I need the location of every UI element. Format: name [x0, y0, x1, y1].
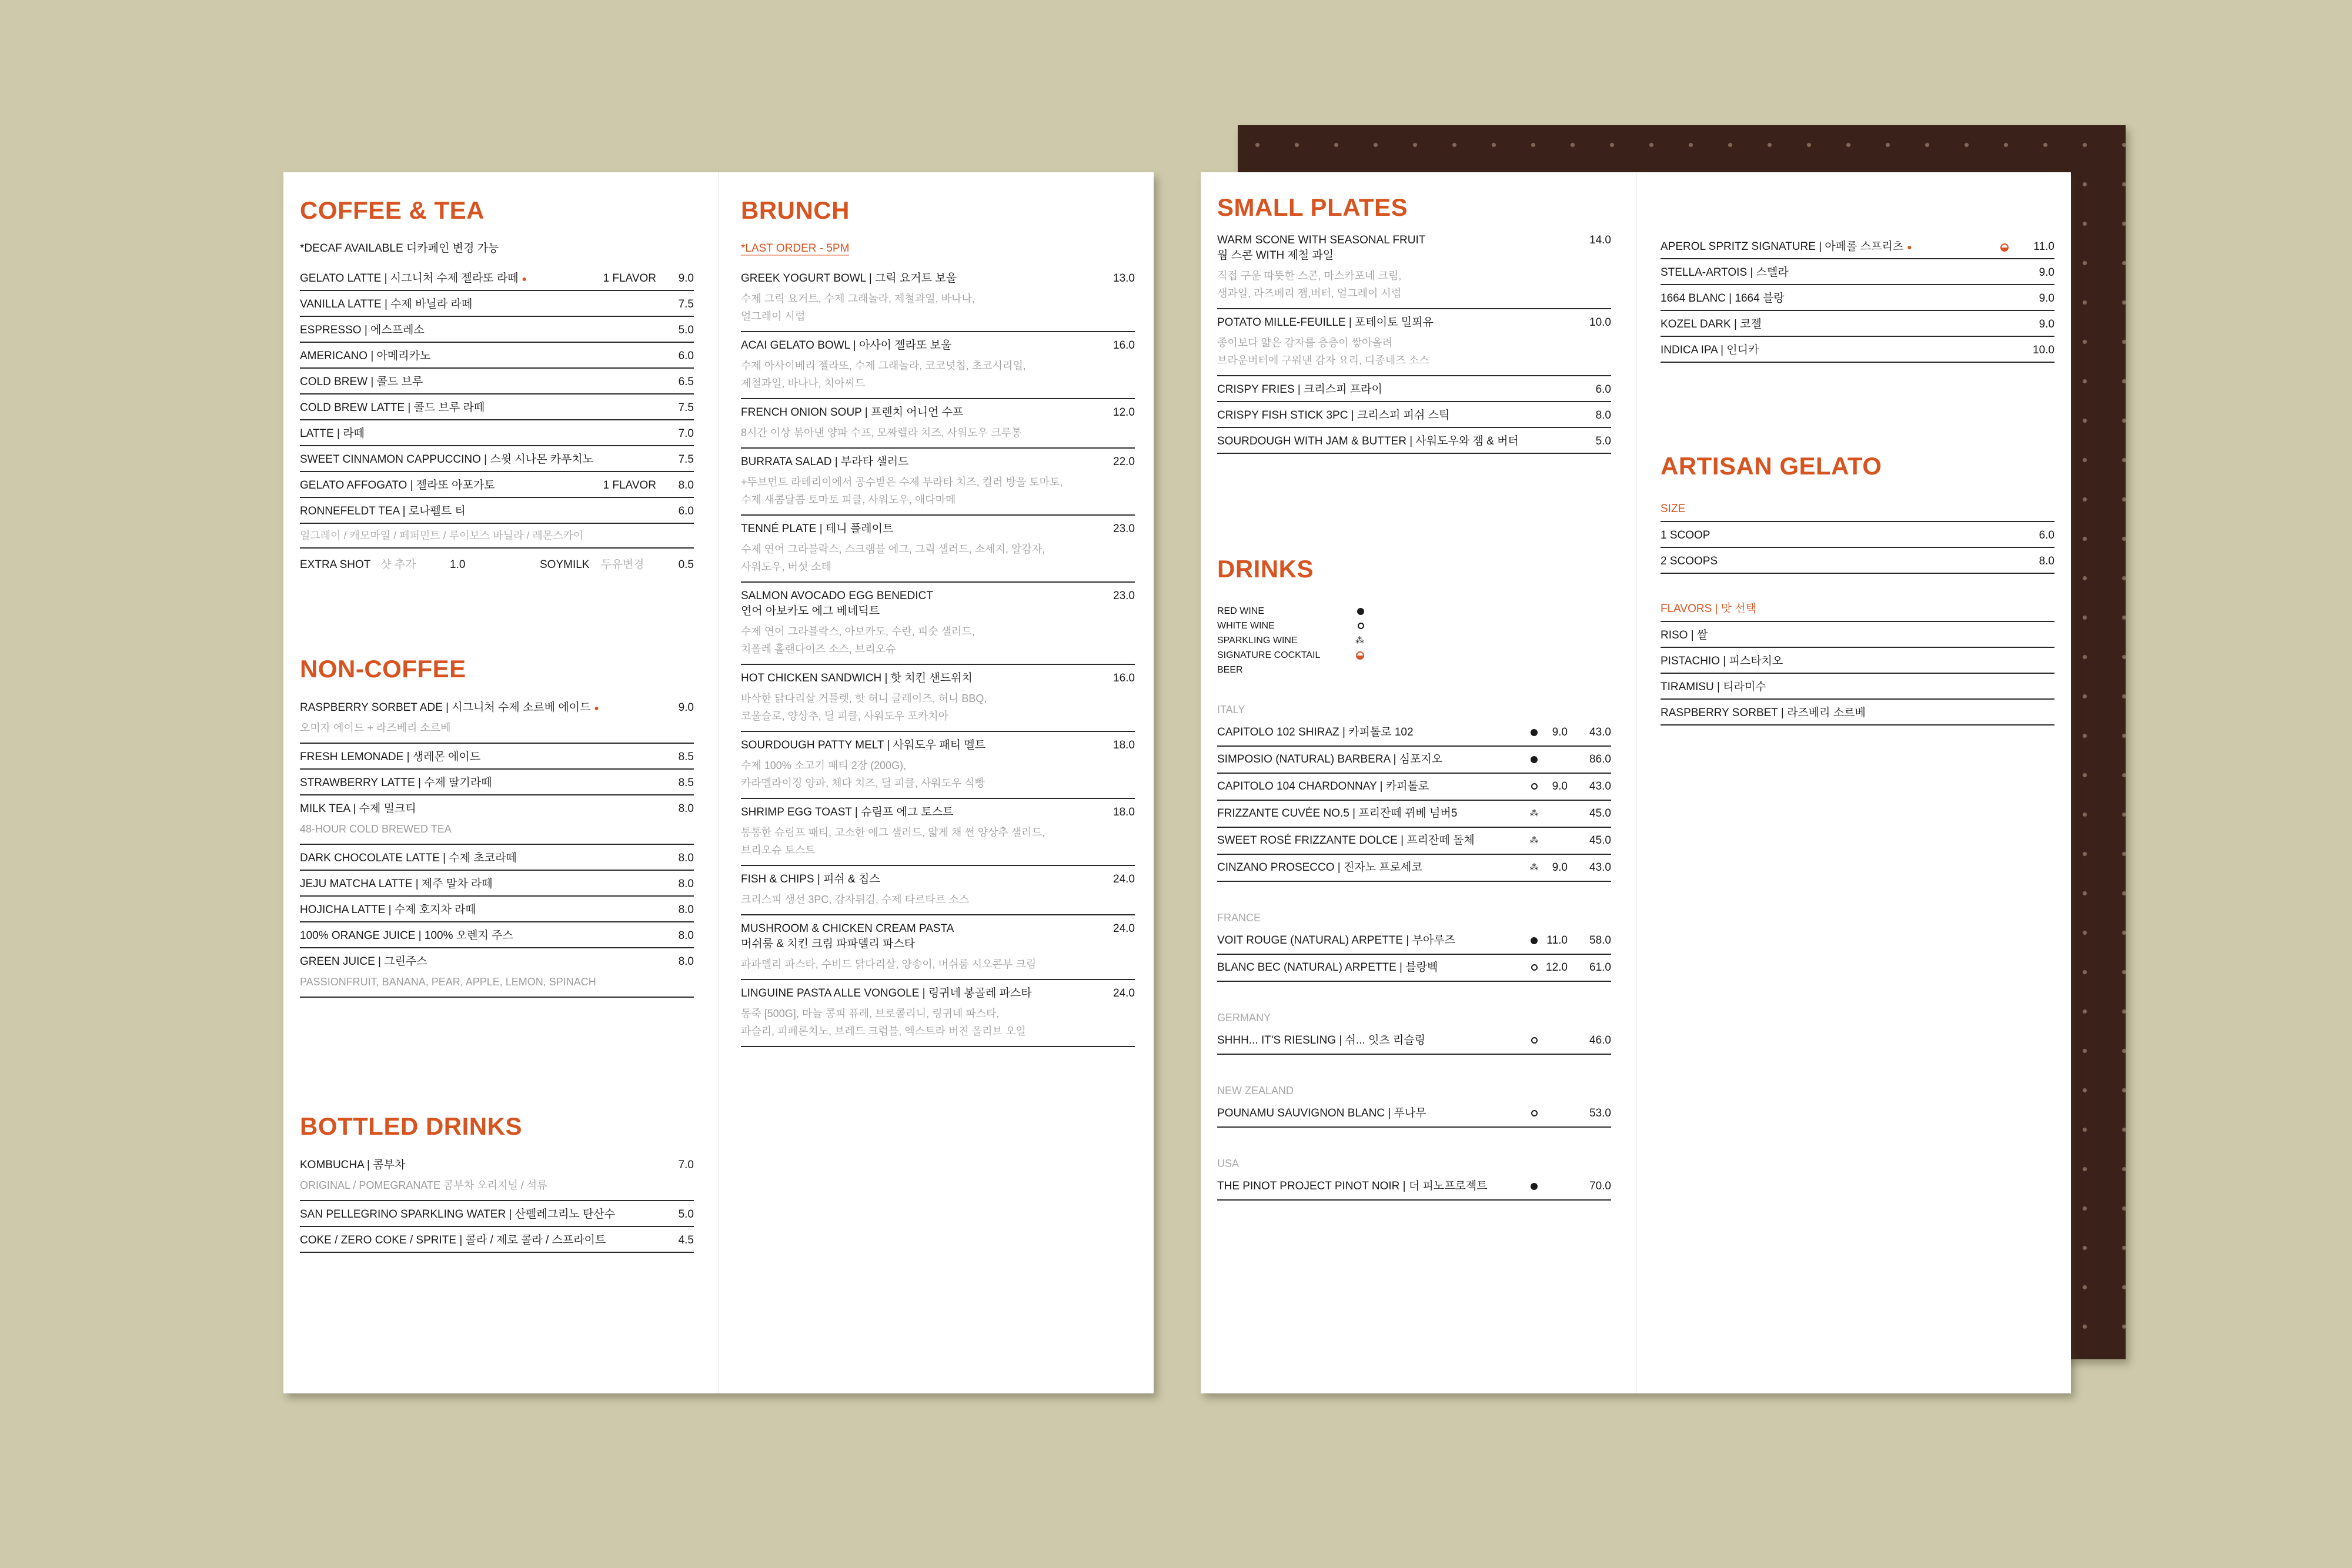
menu-item-description: 8시간 이상 볶아낸 양파 수프, 모짜렐라 치즈, 사워도우 크루통	[741, 427, 1022, 439]
menu-item-row	[300, 446, 694, 472]
menu-item-row	[1217, 402, 1611, 428]
menu-item-row	[741, 799, 1135, 866]
menu-item-row	[741, 583, 1135, 665]
menu-item-row	[300, 472, 694, 498]
menu-item-row	[741, 732, 1135, 799]
wine-country-label: FRANCE	[1217, 912, 1261, 924]
section-title: NON-COFFEE	[300, 655, 466, 683]
menu-item-name: TENNÉ PLATE | 테니 플레이트	[741, 523, 894, 535]
section-title: COFFEE & TEA	[300, 196, 485, 224]
menu-item-row	[1661, 337, 2054, 363]
glass-price: 9.0	[1552, 726, 1568, 738]
menu-item-price: 9.0	[678, 272, 694, 285]
menu-item-description: 수제 아사이베리 젤라또, 수제 그래놀라, 코코넛칩, 초코시리얼, 제철과일, 바나나, 치아씨드	[741, 360, 1026, 389]
menu-item-description: 통통한 슈림프 패티, 고소한 에그 샐러드, 얇게 채 썬 양상추 샐러드, 브리오슈 토스트	[741, 827, 1045, 856]
bottled-drinks-section	[300, 1112, 694, 1253]
legend-label: WHITE WINE	[1217, 621, 1275, 631]
extras-row	[300, 549, 694, 584]
wine-type-symbol	[1526, 1101, 1542, 1126]
menu-item-price: 5.0	[678, 1208, 694, 1221]
menu-item-price: 8.0	[678, 852, 694, 864]
extra-shot-label: EXTRA SHOT	[300, 559, 371, 571]
menu-item-price: 7.0	[678, 1159, 694, 1171]
menu-item-name: 100% ORANGE JUICE | 100% 오렌지 주스	[300, 930, 513, 942]
wine-name: CAPITOLO 102 SHIRAZ | 카피톨로 102	[1217, 726, 1414, 738]
menu-item-description: 수제 그릭 요거트, 수제 그래놀라, 제철과일, 바나나, 얼그레이 시럽	[741, 293, 975, 322]
menu-item-price: 5.0	[678, 324, 694, 336]
legend-symbol	[1357, 604, 1364, 618]
legend-symbol	[1355, 633, 1364, 648]
menu-item-description: 직접 구운 따뜻한 스콘, 마스카포네 크림, 생과일, 라즈베리 잼,버터, 얼그레이 시럽	[1217, 270, 1402, 299]
menu-page-left	[283, 172, 1154, 1393]
menu-item-price: 10.0	[2033, 344, 2054, 356]
non-coffee-section	[300, 654, 694, 998]
menu-item-name: VANILLA LATTE | 수제 바닐라 라떼	[300, 298, 473, 310]
menu-item-price: 8.0	[678, 930, 694, 942]
menu-item-description: 오미자 에이드 + 라즈베리 소르베	[300, 722, 451, 734]
menu-item-name: KOMBUCHA | 콤부차	[300, 1159, 406, 1171]
menu-item-name: FRESH LEMONADE | 생레몬 에이드	[300, 751, 481, 763]
menu-item-row	[1661, 622, 2054, 648]
menu-item-name: LATTE | 라떼	[300, 427, 365, 440]
menu-item-price: 23.0	[1113, 523, 1135, 535]
legend-symbol	[1358, 618, 1364, 633]
menu-item-name: COLD BREW | 콜드 브루	[300, 376, 423, 388]
menu-item-row	[300, 317, 694, 343]
menu-item-price: 5.0	[1595, 435, 1611, 447]
menu-item-row	[300, 1227, 694, 1253]
flavor-note: 1 FLAVOR	[603, 479, 656, 492]
legend-label: RED WINE	[1217, 606, 1264, 616]
menu-item-description: PASSIONFRUIT, BANANA, PEAR, APPLE, LEMON, SPINACH	[300, 976, 596, 988]
legend-label: BEER	[1217, 665, 1243, 675]
menu-item-description: ORIGINAL / POMEGRANATE 콤부차 오리지널 / 석류	[300, 1179, 547, 1191]
menu-item-description: 수제 100% 소고기 패티 2장 (200G), 카라멜라이징 양파, 체다 치즈, 딜 피클, 사워도우 식빵	[741, 760, 985, 789]
menu-item-name: CRISPY FRIES | 크리스피 프라이	[1217, 383, 1382, 396]
menu-item-row	[1661, 285, 2054, 311]
menu-item-name: JEJU MATCHA LATTE | 제주 말차 라떼	[300, 878, 493, 890]
cocktails-beer-section	[1661, 233, 2054, 363]
menu-item-row	[1217, 428, 1611, 454]
menu-item-name: ESPRESSO | 에스프레소	[300, 324, 425, 336]
menu-item-name: GREEN JUICE | 그린주스	[300, 955, 427, 968]
menu-item-row	[1661, 674, 2054, 700]
wine-country-label: USA	[1217, 1158, 1240, 1169]
menu-item-name: GREEK YOGURT BOWL | 그릭 요거트 보울	[741, 272, 957, 285]
signature-dot-icon: ●	[522, 274, 527, 283]
menu-item-price: 8.0	[678, 904, 694, 916]
bottle-price: 43.0	[1589, 780, 1611, 793]
menu-item-row	[1661, 233, 2054, 259]
menu-item-price: 7.5	[678, 298, 694, 310]
menu-item-row	[300, 845, 694, 871]
menu-item-name: LINGUINE PASTA ALLE VONGOLE | 링귀네 봉골레 파스타	[741, 987, 1032, 999]
menu-item-price: 4.5	[678, 1234, 694, 1246]
white-wine-icon	[1531, 1110, 1538, 1116]
wine-row	[1217, 1028, 1611, 1055]
wine-type-symbol	[1526, 828, 1542, 854]
wine-name: SWEET ROSÉ FRIZZANTE DOLCE | 프리잔떼 돌체	[1217, 834, 1475, 847]
menu-item-price: 6.0	[2039, 529, 2054, 541]
menu-item-price: 8.0	[2039, 555, 2054, 567]
wine-type-symbol	[1526, 1028, 1542, 1054]
signature-dot-icon: ●	[1907, 242, 1912, 252]
menu-item-row	[300, 369, 694, 394]
menu-item-name: WARM SCONE WITH SEASONAL FRUIT 웜 스콘 WITH 제철 과일	[1217, 234, 1426, 262]
menu-item-name: RISO | 쌀	[1661, 629, 1708, 641]
wine-row	[1217, 955, 1611, 982]
red-wine-icon	[1531, 937, 1538, 944]
menu-item-row	[300, 498, 694, 524]
menu-item-row	[741, 665, 1135, 732]
menu-item-description: 바삭한 닭다리살 커틀렛, 핫 허니 글레이즈, 허니 BBQ, 코울슬로, 양상추, 딜 피클, 사워도우 포카치아	[741, 693, 987, 722]
extra-shot-price: 1.0	[450, 559, 466, 571]
menu-item-name: INDICA IPA | 인디카	[1661, 344, 1759, 356]
menu-item-row	[300, 1201, 694, 1227]
menu-item-price: 8.0	[678, 878, 694, 890]
menu-item-price: 8.5	[678, 751, 694, 763]
menu-item-price: 12.0	[1113, 406, 1135, 419]
wine-country-label: ITALY	[1217, 704, 1245, 716]
section-title: BOTTLED DRINKS	[300, 1112, 522, 1140]
menu-item-price: 13.0	[1113, 272, 1135, 285]
menu-item-description: 종이보다 얇은 감자를 층층이 쌓아올려 브라운버터에 구워낸 감자 요리, 디종네즈 소스	[1217, 337, 1429, 366]
menu-item-name: RONNEFELDT TEA | 로나펠트 티	[300, 505, 466, 517]
wine-name: BLANC BEC (NATURAL) ARPETTE | 블랑벡	[1217, 961, 1438, 974]
wine-type-symbol	[1526, 720, 1542, 745]
sparkling-wine-icon: ⁂	[1529, 862, 1539, 873]
menu-item-row	[741, 265, 1135, 332]
menu-item-name: PISTACHIO | 피스타치오	[1661, 655, 1783, 667]
menu-item-price: 6.0	[1595, 383, 1611, 396]
menu-item-price: 8.0	[678, 803, 694, 815]
wine-row	[1217, 801, 1611, 828]
legend-item	[1217, 648, 1364, 663]
red-wine-icon	[1531, 729, 1538, 736]
wine-name: SHHH... IT'S RIESLING | 쉬... 잇츠 리슬링	[1217, 1034, 1426, 1047]
legend-symbol	[1356, 648, 1364, 663]
menu-item-row	[741, 399, 1135, 449]
glass-price: 9.0	[1552, 780, 1568, 793]
menu-item-name: RASPBERRY SORBET ADE | 시그니처 수제 소르베 에이드 ●	[300, 701, 599, 714]
menu-item-price: 23.0	[1113, 590, 1135, 602]
bottle-price: 45.0	[1589, 807, 1611, 820]
menu-item-name: HOT CHICKEN SANDWICH | 핫 치킨 샌드위치	[741, 672, 973, 684]
menu-item-row	[741, 915, 1135, 980]
extra-shot-kr: 샷 추가	[380, 559, 416, 571]
menu-item-name: DARK CHOCOLATE LATTE | 수제 초코라떼	[300, 852, 517, 864]
wine-legend	[1217, 604, 1611, 677]
wine-type-symbol	[1526, 955, 1542, 981]
menu-item-row	[300, 291, 694, 317]
wine-row	[1217, 720, 1611, 747]
menu-item-price: 14.0	[1589, 234, 1611, 246]
legend-label: SPARKLING WINE	[1217, 636, 1298, 646]
wine-row	[1217, 928, 1611, 955]
wine-type-symbol	[1526, 928, 1542, 954]
decaf-note: *DECAF AVAILABLE 디카페인 변경 가능	[300, 242, 499, 255]
menu-item-name: FISH & CHIPS | 피쉬 & 칩스	[741, 873, 880, 885]
menu-item-row	[1661, 259, 2054, 285]
red-wine-icon	[1531, 756, 1538, 763]
section-title: DRINKS	[1217, 555, 1314, 583]
menu-item-name: SALMON AVOCADO EGG BENEDICT 연어 아보카도 에그 베네딕트	[741, 590, 933, 617]
wine-country-label: GERMANY	[1217, 1012, 1271, 1024]
small-plates-section	[1217, 193, 1611, 454]
menu-item-row	[1661, 548, 2054, 574]
menu-item-row	[300, 922, 694, 948]
menu-item-price: 16.0	[1113, 339, 1135, 352]
white-wine-icon	[1531, 783, 1538, 790]
signature-cocktail-icon	[2000, 243, 2009, 252]
glass-price: 9.0	[1552, 861, 1568, 874]
menu-item-name: COKE / ZERO COKE / SPRITE | 콜라 / 제로 콜라 / 스프라이트	[300, 1234, 606, 1246]
menu-item-row	[1661, 311, 2054, 337]
menu-item-name: 1664 BLANC | 1664 블랑	[1661, 292, 1785, 305]
menu-item-name: GELATO LATTE | 시그니처 수제 젤라또 라떼 ●	[300, 272, 527, 285]
menu-item-price: 8.5	[678, 777, 694, 789]
white-wine-icon	[1531, 964, 1538, 971]
menu-item-price: 8.0	[678, 479, 694, 492]
menu-item-row	[300, 948, 694, 998]
menu-item-price: 7.5	[678, 402, 694, 414]
menu-item-name: KOZEL DARK | 코젤	[1661, 318, 1762, 330]
menu-item-name: MUSHROOM & CHICKEN CREAM PASTA 머쉬룸 & 치킨 크림 파파델리 파스타	[741, 922, 954, 950]
bottle-price: 43.0	[1589, 861, 1611, 874]
bottle-price: 43.0	[1589, 726, 1611, 738]
menu-item-row	[300, 394, 694, 420]
bottle-price: 45.0	[1589, 834, 1611, 847]
bottle-price: 53.0	[1589, 1107, 1611, 1119]
menu-item-price: 7.0	[678, 427, 694, 440]
menu-item-name: CRISPY FISH STICK 3PC | 크리스피 피쉬 스틱	[1217, 409, 1450, 422]
menu-item-row	[1217, 309, 1611, 376]
menu-item-price: 24.0	[1113, 987, 1135, 999]
menu-item-price: 10.0	[1589, 316, 1611, 329]
legend-item	[1217, 633, 1364, 648]
wine-name: FRIZZANTE CUVÉE NO.5 | 프리잔떼 뀌베 넘버5	[1217, 807, 1458, 820]
legend-item	[1217, 618, 1364, 633]
menu-item-row	[1661, 522, 2054, 548]
menu-item-name: STRAWBERRY LATTE | 수제 딸기라떼	[300, 777, 492, 789]
wine-type-symbol	[1526, 747, 1542, 773]
menu-item-name: SAN PELLEGRINO SPARKLING WATER | 산펠레그리노 탄산수	[300, 1208, 616, 1221]
menu-item-price: 11.0	[2033, 240, 2054, 253]
menu-item-description: 48-HOUR COLD BREWED TEA	[300, 823, 452, 835]
menu-item-description: 수제 연어 그라블락스, 스크램블 에그, 그릭 샐러드, 소세지, 알감자, 사워도우, 버섯 소테	[741, 543, 1045, 573]
menu-item-name: AMERICANO | 아메리카노	[300, 350, 431, 362]
menu-item-name: MILK TEA | 수제 밀크티	[300, 803, 416, 815]
menu-item-row	[300, 871, 694, 897]
sparkling-wine-icon: ⁂	[1355, 636, 1364, 646]
soymilk-kr: 두유변경	[601, 559, 644, 571]
menu-item-name: APEROL SPRITZ SIGNATURE | 아페롤 스프리츠 ●	[1661, 240, 1912, 253]
menu-item-description: 수제 연어 그라블락스, 아보카도, 수란, 피숫 샐러드, 치폴레 홀랜다이즈 소스, 브리오슈	[741, 626, 975, 655]
bottle-price: 70.0	[1589, 1180, 1611, 1192]
wine-name: THE PINOT PROJECT PINOT NOIR | 더 피노프로젝트	[1217, 1180, 1488, 1192]
menu-page-right	[1201, 172, 2071, 1393]
menu-item-row	[1217, 376, 1611, 402]
menu-item-price: 7.5	[678, 453, 694, 466]
menu-item-price: 6.0	[678, 505, 694, 517]
sparkling-wine-icon: ⁂	[1529, 835, 1539, 846]
last-order-note: *LAST ORDER - 5PM	[741, 242, 850, 255]
wine-type-symbol	[1526, 801, 1542, 827]
menu-item-row	[741, 516, 1135, 583]
flavors-label: FLAVORS | 맛 선택	[1661, 597, 2054, 622]
menu-item-row	[300, 897, 694, 922]
menu-item-name: SOURDOUGH WITH JAM & BUTTER | 사워도우와 잼 & 버터	[1217, 435, 1519, 447]
menu-item-name: 1 SCOOP	[1661, 529, 1710, 541]
menu-item-price: 9.0	[2039, 318, 2054, 330]
menu-item-price: 9.0	[2039, 292, 2054, 305]
menu-item-row	[300, 770, 694, 795]
tea-varieties: 얼그레이 / 캐모마일 / 페퍼민트 / 루이보스 바닐라 / 레몬스카이	[300, 524, 694, 549]
flavor-note: 1 FLAVOR	[603, 272, 656, 285]
red-wine-icon	[1531, 1183, 1538, 1190]
menu-item-name: GELATO AFFOGATO | 젤라또 아포가토	[300, 479, 495, 492]
size-label: SIZE	[1661, 497, 2054, 522]
menu-item-price: 8.0	[678, 955, 694, 968]
glass-price: 11.0	[1546, 934, 1568, 947]
menu-item-name: FRENCH ONION SOUP | 프렌치 어니언 수프	[741, 406, 964, 419]
menu-item-price: 18.0	[1113, 806, 1135, 818]
bottle-price: 61.0	[1589, 961, 1611, 974]
menu-item-price: 24.0	[1113, 873, 1135, 885]
wine-country-label: NEW ZEALAND	[1217, 1085, 1294, 1096]
menu-item-price: 24.0	[1113, 922, 1135, 935]
soymilk-label: SOYMILK	[540, 559, 590, 571]
wine-row	[1217, 855, 1611, 882]
menu-item-row	[1661, 700, 2054, 726]
menu-item-name: SOURDOUGH PATTY MELT | 사워도우 패티 멜트	[741, 739, 986, 751]
menu-item-price: 18.0	[1113, 739, 1135, 751]
wine-type-symbol	[1526, 1174, 1542, 1199]
menu-item-name: RASPBERRY SORBET | 라즈베리 소르베	[1661, 707, 1866, 719]
signature-cocktail-icon	[1356, 651, 1364, 660]
menu-item-row	[300, 343, 694, 369]
coffee-tea-section	[300, 196, 694, 584]
glass-price: 12.0	[1546, 961, 1568, 974]
wine-name: CAPITOLO 104 CHARDONNAY | 카피톨로	[1217, 780, 1429, 793]
menu-item-price: 9.0	[678, 701, 694, 714]
wine-name: VOIT ROUGE (NATURAL) ARPETTE | 부아루즈	[1217, 934, 1455, 947]
wine-row	[1217, 747, 1611, 774]
white-wine-icon	[1531, 1037, 1538, 1044]
menu-item-name: BURRATA SALAD | 부라타 샐러드	[741, 456, 909, 468]
menu-item-name: 2 SCOOPS	[1661, 555, 1718, 567]
menu-item-name: STELLA-ARTOIS | 스텔라	[1661, 266, 1789, 279]
menu-item-row	[300, 694, 694, 744]
menu-item-description: 크리스피 생선 3PC, 감자튀김, 수제 타르타르 소스	[741, 894, 970, 905]
soymilk-price: 0.5	[678, 559, 694, 571]
menu-item-row	[300, 795, 694, 845]
menu-item-name: ACAI GELATO BOWL | 아사이 젤라또 보울	[741, 339, 952, 352]
signature-dot-icon: ●	[594, 703, 599, 713]
sparkling-wine-icon: ⁂	[1529, 808, 1539, 819]
menu-item-description: +뚜브먼트 라테리이에서 공수받은 수제 부라타 치즈, 컬러 방울 토마토, 수제 새콤달콤 토마토 피클, 사워도우, 애다마메	[741, 476, 1063, 506]
menu-item-price: 22.0	[1113, 456, 1135, 468]
artisan-gelato-section	[1661, 452, 2054, 726]
wine-type-symbol	[1526, 855, 1542, 881]
menu-item-price: 6.0	[678, 350, 694, 362]
brunch-section	[741, 196, 1135, 1047]
wine-row	[1217, 1101, 1611, 1128]
bottle-price: 46.0	[1589, 1034, 1611, 1047]
legend-label: SIGNATURE COCKTAIL	[1217, 650, 1321, 660]
wine-type-symbol	[1526, 774, 1542, 800]
menu-item-price: 6.5	[678, 376, 694, 388]
menu-item-row	[741, 866, 1135, 915]
menu-item-row	[300, 265, 694, 291]
menu-item-row	[300, 420, 694, 446]
menu-item-price: 8.0	[1595, 409, 1611, 422]
menu-item-row	[300, 1152, 694, 1201]
wine-row	[1217, 828, 1611, 855]
menu-item-name: SHRIMP EGG TOAST | 슈림프 에그 토스트	[741, 806, 954, 818]
menu-item-price: 9.0	[2039, 266, 2054, 279]
wine-name: POUNAMU SAUVIGNON BLANC | 푸나무	[1217, 1107, 1426, 1119]
menu-item-row	[741, 980, 1135, 1047]
wine-name: SIMPOSIO (NATURAL) BARBERA | 심포지오	[1217, 753, 1443, 765]
menu-item-name: TIRAMISU | 티라미수	[1661, 681, 1766, 693]
menu-item-price: 16.0	[1113, 672, 1135, 684]
menu-item-row	[1661, 648, 2054, 674]
section-title: BRUNCH	[741, 196, 850, 224]
menu-item-name: SWEET CINNAMON CAPPUCCINO | 스윗 시나몬 카푸치노	[300, 453, 594, 466]
legend-item	[1217, 663, 1364, 677]
menu-item-row	[1217, 227, 1611, 309]
wine-row	[1217, 774, 1611, 801]
section-title: SMALL PLATES	[1217, 193, 1408, 221]
drinks-section	[1217, 554, 1611, 1201]
menu-item-name: COLD BREW LATTE | 콜드 브루 라떼	[300, 402, 485, 414]
wine-row	[1217, 1174, 1611, 1201]
white-wine-icon	[1358, 623, 1364, 629]
wine-name: CINZANO PROSECCO | 진자노 프로세코	[1217, 861, 1422, 874]
menu-item-description: 동죽 [500G], 마늘 콩피 퓨레, 브로콜리니, 링귀네 파스타, 파슬리, 피페론치노, 브레드 크럼블, 엑스트라 버진 올리브 오일	[741, 1008, 1026, 1037]
bottle-price: 86.0	[1589, 753, 1611, 765]
section-title: ARTISAN GELATO	[1661, 452, 1882, 480]
menu-item-name: HOJICHA LATTE | 수제 호지차 라떼	[300, 904, 476, 916]
menu-item-row	[741, 449, 1135, 516]
menu-item-description: 파파델리 파스타, 수비드 닭다리살, 양송이, 머쉬룸 시오콘부 크림	[741, 958, 1037, 970]
bottle-price: 58.0	[1589, 934, 1611, 947]
menu-item-name: POTATO MILLE-FEUILLE | 포테이토 밀푀유	[1217, 316, 1434, 329]
menu-item-row	[741, 332, 1135, 399]
legend-item	[1217, 604, 1364, 618]
red-wine-icon	[1357, 608, 1364, 615]
menu-item-row	[300, 744, 694, 770]
